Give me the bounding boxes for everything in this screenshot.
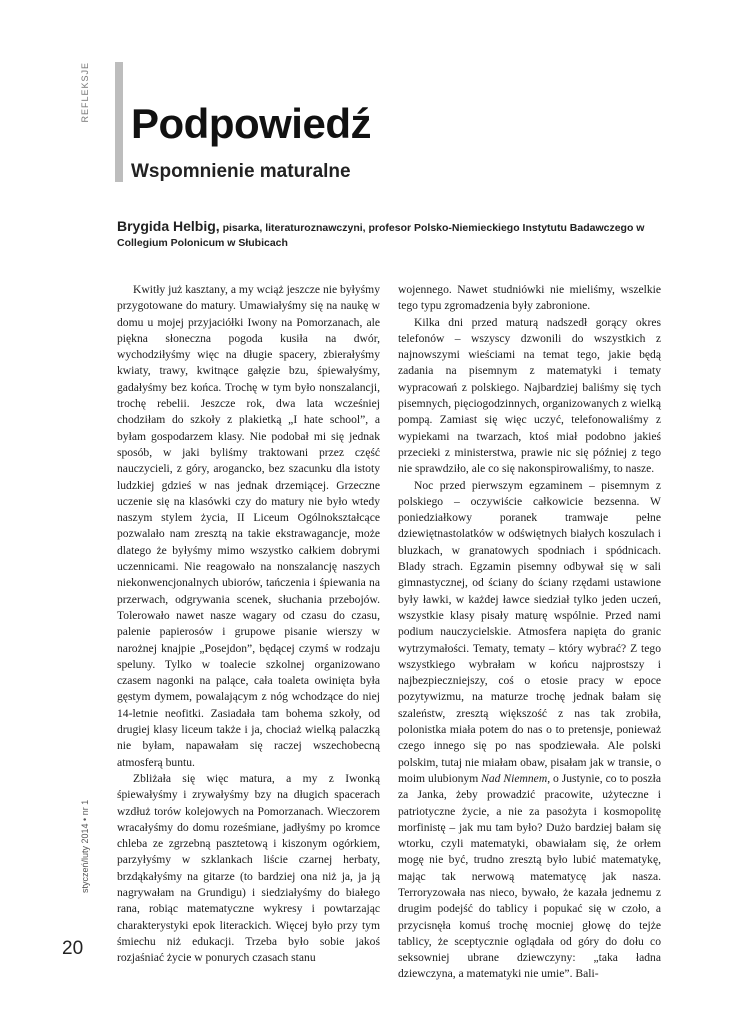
author-name: Brygida Helbig,: [117, 218, 220, 234]
article-title: Podpowiedź: [131, 100, 371, 147]
section-label: REFLEKSJE: [80, 62, 90, 123]
paragraph: Kwitły już kasztany, a my wciąż jeszcze nie byłyśmy przygotowane do matury. Umawiałyśmy się na naukę w domu u mojej przyjaciółki Iwony na Pomorzanach, ale piękna słoneczna pogoda kusiła na dwór, wychodziłyśmy więc na długie spacery, zbierałyśmy kwiaty, trawy, kwitnące gałęzie bzu, śpiewałyśmy, gadałyśmy bez końca. Trochę w tym było nonszalancji, trochę rebelii. Jeszcze rok, dwa lata wcześniej chodziłam do szkoły z plakietką „I hate school”, a byłam gospodarzem klasy. Nie podobał mi się jednak sposób, w jaki byliśmy traktowani przez część nauczycieli, z góry, arogancko, bez szacunku dla istoty ludzkiej gdzieś w nas jednak drzemiącej. Grzeczne uczenie się na klasówki czy do matury nie było wtedy naszym stylem życia, II Liceum Ogólnokształcące pozwalało nam zresztą na takie ekstrawagancje, może dlatego że byłyśmy mimo wszystko całkiem dobrymi uczennicami. Nie reagowało na nonszalancję naszych niekonwencjonalnych ubiorów, tańczenia i śpiewania na przerwach, odgrywania scenek, słuchania przebojów. Tolerowało nawet nasze wagary od czasu do czasu, palenie papierosów i grupowe pisanie wierszy w narożnej knajpie „Posejdon”, będącej czymś w rodzaju speluny. Tylko w toalecie szkolnej organizowano czasem nagonki na palące, cała toaleta owinięta była gęstym dymem, powalającym z nóg wchodzące do niej 14-letnie neofitki. Zasiadała tam bohema szkoły, od drugiej klasy liceum także i ja, chociaż wielką palaczką nie byłam, napawałam się raczej wszechobecną atmosferą buntu.: [117, 283, 380, 769]
issue-label: styczeń/luty 2014 • nr 1: [80, 800, 90, 894]
paragraph: Kilka dni przed maturą nadszedł gorący okres telefonów – wszyscy dzwonili do wszystkich z najnowszymi wieściami na temat tego, jakie będą zadania na pisemnym z matematyki i tematy wypracowań z polskiego. Najbardziej baliśmy się tych pisemnych, pięciogodzinnych, organizowanych z wielką pompą. Zamiast się więc uczyć, telefonowaliśmy z wypiekami na twarzach, ktoś miał podobno jakieś przecieki z ministerstwa, prawie nic się później z tego nie sprawdziło, ale co się nakonspirowaliśmy, to nasze.: [398, 315, 661, 476]
book-title: Nad Niemnem: [481, 771, 548, 785]
article-subtitle: Wspomnienie maturalne: [131, 161, 351, 182]
article-column-right: [398, 282, 661, 983]
title-accent-bar: [115, 62, 123, 182]
author-byline: [117, 219, 657, 251]
article-column-left: [117, 282, 380, 966]
paragraph: Zbliżała się więc matura, a my z Iwonką śpiewałyśmy i zrywałyśmy bzy na długich spacerach wzdłuż torów kolejowych na Pomorzanach. Wieczorem wracałyśmy do domu roześmiane, jadłyśmy po kromce chleba ze zgrzebną pasztetową i kiszonym ogórkiem, parzyłyśmy w szklankach liście czarnej herbaty, brzdąkałyśmy na gitarze (to bardziej ona niż ja, ja ją nagrywałam na Grundigu) i siedziałyśmy do białego rana, robiąc matematyczne wykresy i powtarzając charakterystyki epok literackich. Więcej było przy tym śmiechu niż edukacji. Trzeba było sobie jakoś rozjaśniać życie w ponurych czasach stanu: [117, 771, 380, 965]
paragraph-text: Noc przed pierwszym egzaminem – pisemnym z polskiego – oczywiście całkowicie bezsenna. W poniedziałkowy poranek tramwaje pełne dziewiętnastolatków w odświętnych białych koszulach i bluzkach, w granatowych spodniach i spódnicach. Blady strach. Egzamin pisemny odbywał się w sali gimnastycznej, od ściany do ściany rzędami ustawione były ławki, w każdej ławce siedział tylko jeden uczeń, wszystkie klasy pisały maturę wspólnie. Przed nami podium nauczycielskie. Atmosfera napięta do granic wytrzymałości. Tematy, tematy – który wybrać? Z tego wszystkiego wybrałam w końcu najprostszy i najbezpieczniejszy, coś o etosie pracy w epoce pozytywizmu, na maturze trochę jednak bałam się szaleństw, zresztą większość z nas tak zrobiła, polonistka miała potem do nas o to pretensje, ponieważ czego innego się po nas spodziewała. Ale polski polskim, tutaj nie miałam obaw, pisałam jak w transie, o moim ulubionym: [398, 478, 661, 785]
page-number: 20: [62, 938, 84, 959]
author-bio: pisarka, literaturoznawczyni, profesor Polsko-Niemieckiego Instytutu Badawczego w Collegium Polonicum w Słubicach: [117, 222, 645, 249]
paragraph-text: , o Justynie, co to poszła za Janka, żeby prowadzić pracowite, użyteczne i patriotyczne życie, a nie za pasożyta i kosmopolitę morfinistę – jak mu tam było? Dużo bardziej bałam się wtorku, czyli matematyki, obawiałam się, że orłem mogę nie być, trudno zresztą było lubić matematykę, mając tak nerwową matematycę jak nasza. Terroryzowała nas nieco, bywało, że kazała jednemu z drugim podejść do tablicy i popukać się w czoło, a przycisnęła komuś trochę mocniej głowę do tejże tablicy, że sceptycznie oglądała od góry do dołu co seksowniej ubrane dziewczyny: „taka ładna dziewczyna, a matematyki nie umie”. Bali-: [398, 771, 662, 981]
paragraph: [398, 478, 661, 983]
paragraph-continued: wojennego. Nawet studniówki nie mieliśmy, wszelkie tego typu zgromadzenia były zabronione.: [398, 283, 661, 313]
